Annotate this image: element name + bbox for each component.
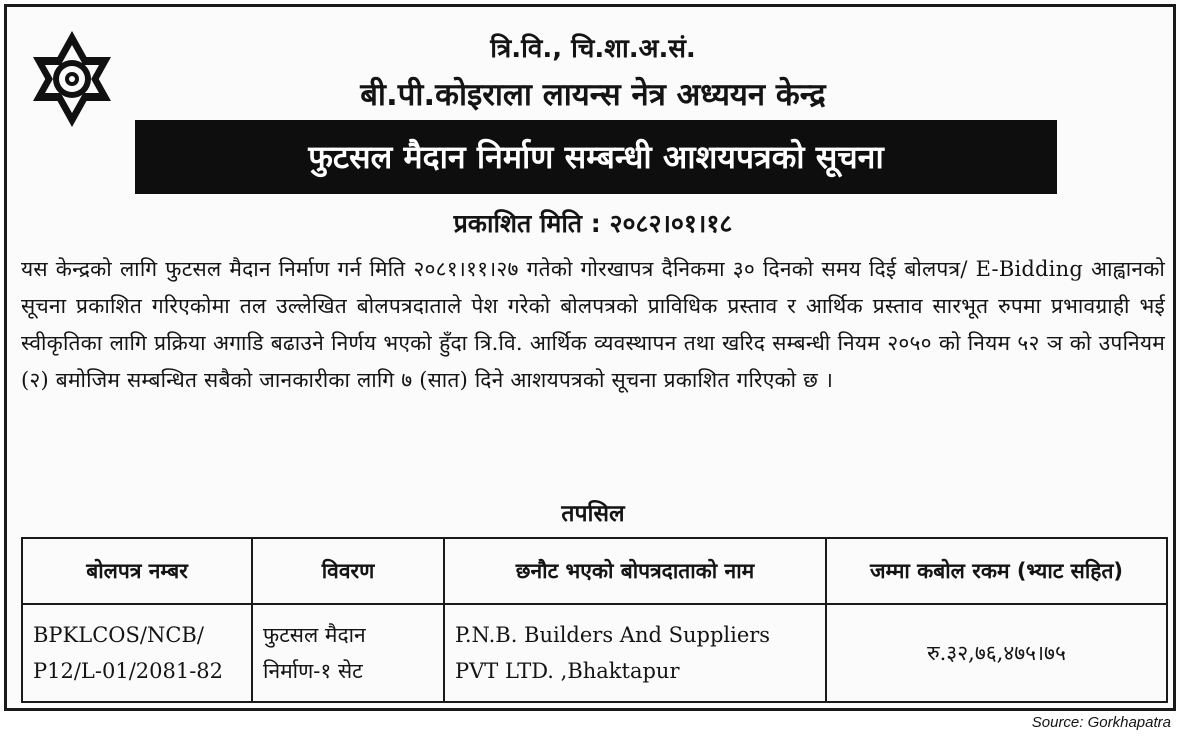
university-name: त्रि.वि., चि.शा.अ.सं. bbox=[490, 34, 696, 64]
header-selected-bidder: छनौट भएको बोपत्रदाताको नाम bbox=[444, 538, 826, 604]
bid-table bbox=[21, 537, 1168, 703]
table-header-row bbox=[22, 538, 1167, 604]
notice-body: यस केन्द्रको लागि फुटसल मैदान निर्माण गर्न मिति २०८१।११।२७ गतेको गोरखापत्र दैनिकमा ३० दिनको समय दिई बोलपत्र/ E-Bidding आह्वानको सूचना प्रकाशित गरिएकोमा तल उल्लेखित बोलपत्रदाताले पेश गरेको बोलपत्रको प्राविधिक प्रस्ताव र आर्थिक प्रस्ताव सारभूत रुपमा प्रभावग्राही भई स्वीकृतिका लागि प्रक्रिया अगाडि बढाउने निर्णय भएको हुँदा त्रि.वि. आर्थिक व्यवस्थापन तथा खरिद सम्बन्धी नियम २०५० को नियम ५२ ञ को उपनियम (२) बमोजिम सम्बन्धित सबैको जानकारीका लागि ७ (सात) दिने आशयपत्रको सूचना प्रकाशित गरिएको छ । bbox=[21, 257, 1165, 392]
bidder-cell bbox=[444, 604, 826, 702]
header-bid-number: बोलपत्र नम्बर bbox=[22, 538, 252, 604]
description-line1: फुटसल मैदान bbox=[263, 623, 366, 647]
notice-frame bbox=[4, 4, 1176, 711]
notice-title-banner: फुटसल मैदान निर्माण सम्बन्धी आशयपत्रको सूचना bbox=[135, 120, 1057, 194]
amount-cell: रु.३२,७६,४७५।७५ bbox=[826, 604, 1167, 702]
header-total-amount: जम्मा कबोल रकम (भ्याट सहित) bbox=[826, 538, 1167, 604]
description-cell bbox=[252, 604, 444, 702]
schedule-heading: तपसिल bbox=[561, 501, 625, 527]
bid-number-cell bbox=[22, 604, 252, 702]
source-credit: Source: Gorkhapatra bbox=[1031, 714, 1171, 731]
table-row bbox=[22, 604, 1167, 702]
description-line2: निर्माण-१ सेट bbox=[263, 659, 363, 683]
publish-date: प्रकाशित मिति : २०८२।०१।१८ bbox=[453, 209, 733, 238]
bidder-line1: P.N.B. Builders And Suppliers bbox=[455, 623, 771, 647]
bidder-line2: PVT LTD. ,Bhaktapur bbox=[455, 659, 680, 683]
bid-number-line1: BPKLCOS/NCB/ bbox=[33, 623, 204, 647]
bid-number-line2: P12/L-01/2081-82 bbox=[33, 659, 224, 683]
header-description: विवरण bbox=[252, 538, 444, 604]
institute-name: बी.पी.कोइराला लायन्स नेत्र अध्ययन केन्द्र bbox=[360, 77, 826, 113]
